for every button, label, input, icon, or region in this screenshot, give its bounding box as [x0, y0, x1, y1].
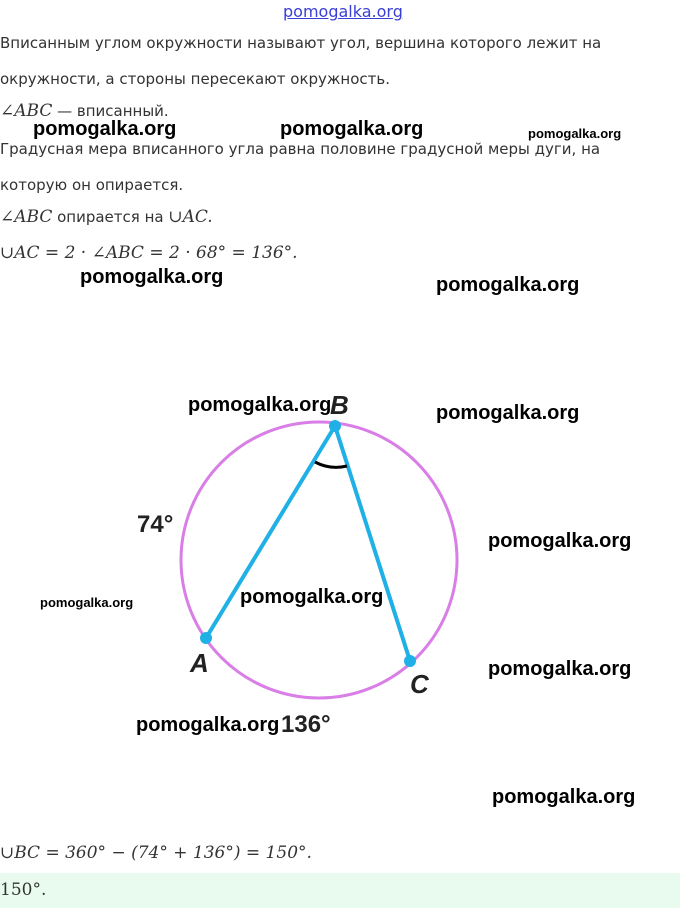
watermark: pomogalka.org [280, 118, 424, 140]
chord-bc [335, 426, 410, 661]
label-b: B [330, 390, 349, 420]
paragraph-line-4: Градусная мера вписанного угла равна половине градусной меры дуги, на [0, 140, 601, 158]
watermark: pomogalka.org [188, 394, 332, 416]
arc-ac-label: 136° [281, 711, 331, 738]
paragraph-line-6 [0, 207, 213, 227]
arc-ab-label: 74° [137, 511, 174, 538]
answer-block [0, 873, 680, 908]
watermark: pomogalka.org [33, 118, 177, 140]
watermark: pomogalka.org [528, 126, 622, 141]
rests-on-text: опирается на [52, 208, 169, 226]
arc-ac-math: ∪AC. [168, 207, 213, 227]
paragraph-line-5: которую он опирается. [0, 176, 184, 194]
watermark: pomogalka.org [80, 266, 224, 288]
watermark: pomogalka.org [40, 595, 134, 610]
angle-abc-math-2: ∠ABC [0, 207, 53, 227]
equation-arc-ac: ∪AC = 2 · ∠ABC = 2 · 68° = 136°. [0, 243, 298, 263]
point-b [329, 420, 341, 432]
answer-value: 150°. [0, 880, 47, 900]
watermark: pomogalka.org [492, 786, 636, 808]
label-c: C [410, 669, 429, 699]
watermark: pomogalka.org [240, 586, 384, 608]
watermark: pomogalka.org [488, 658, 632, 680]
site-link[interactable]: pomogalka.org [283, 2, 403, 21]
circle-figure [0, 380, 680, 750]
angle-abc-math: ∠ABC [0, 101, 53, 121]
inscribed-text: — вписанный. [52, 102, 169, 120]
watermark: pomogalka.org [136, 714, 280, 736]
watermark: pomogalka.org [436, 402, 580, 424]
watermark: pomogalka.org [488, 530, 632, 552]
equation-arc-bc: ∪BC = 360° − (74° + 136°) = 150°. [0, 843, 312, 863]
paragraph-line-1: Вписанным углом окружности называют угол, вершина которого лежит на [0, 34, 602, 52]
paragraph-line-2: окружности, а стороны пересекают окружность. [0, 70, 391, 88]
watermark: pomogalka.org [436, 274, 580, 296]
label-a: A [190, 648, 209, 678]
point-c [404, 655, 416, 667]
angle-arc-mark [315, 462, 347, 467]
point-a [200, 632, 212, 644]
